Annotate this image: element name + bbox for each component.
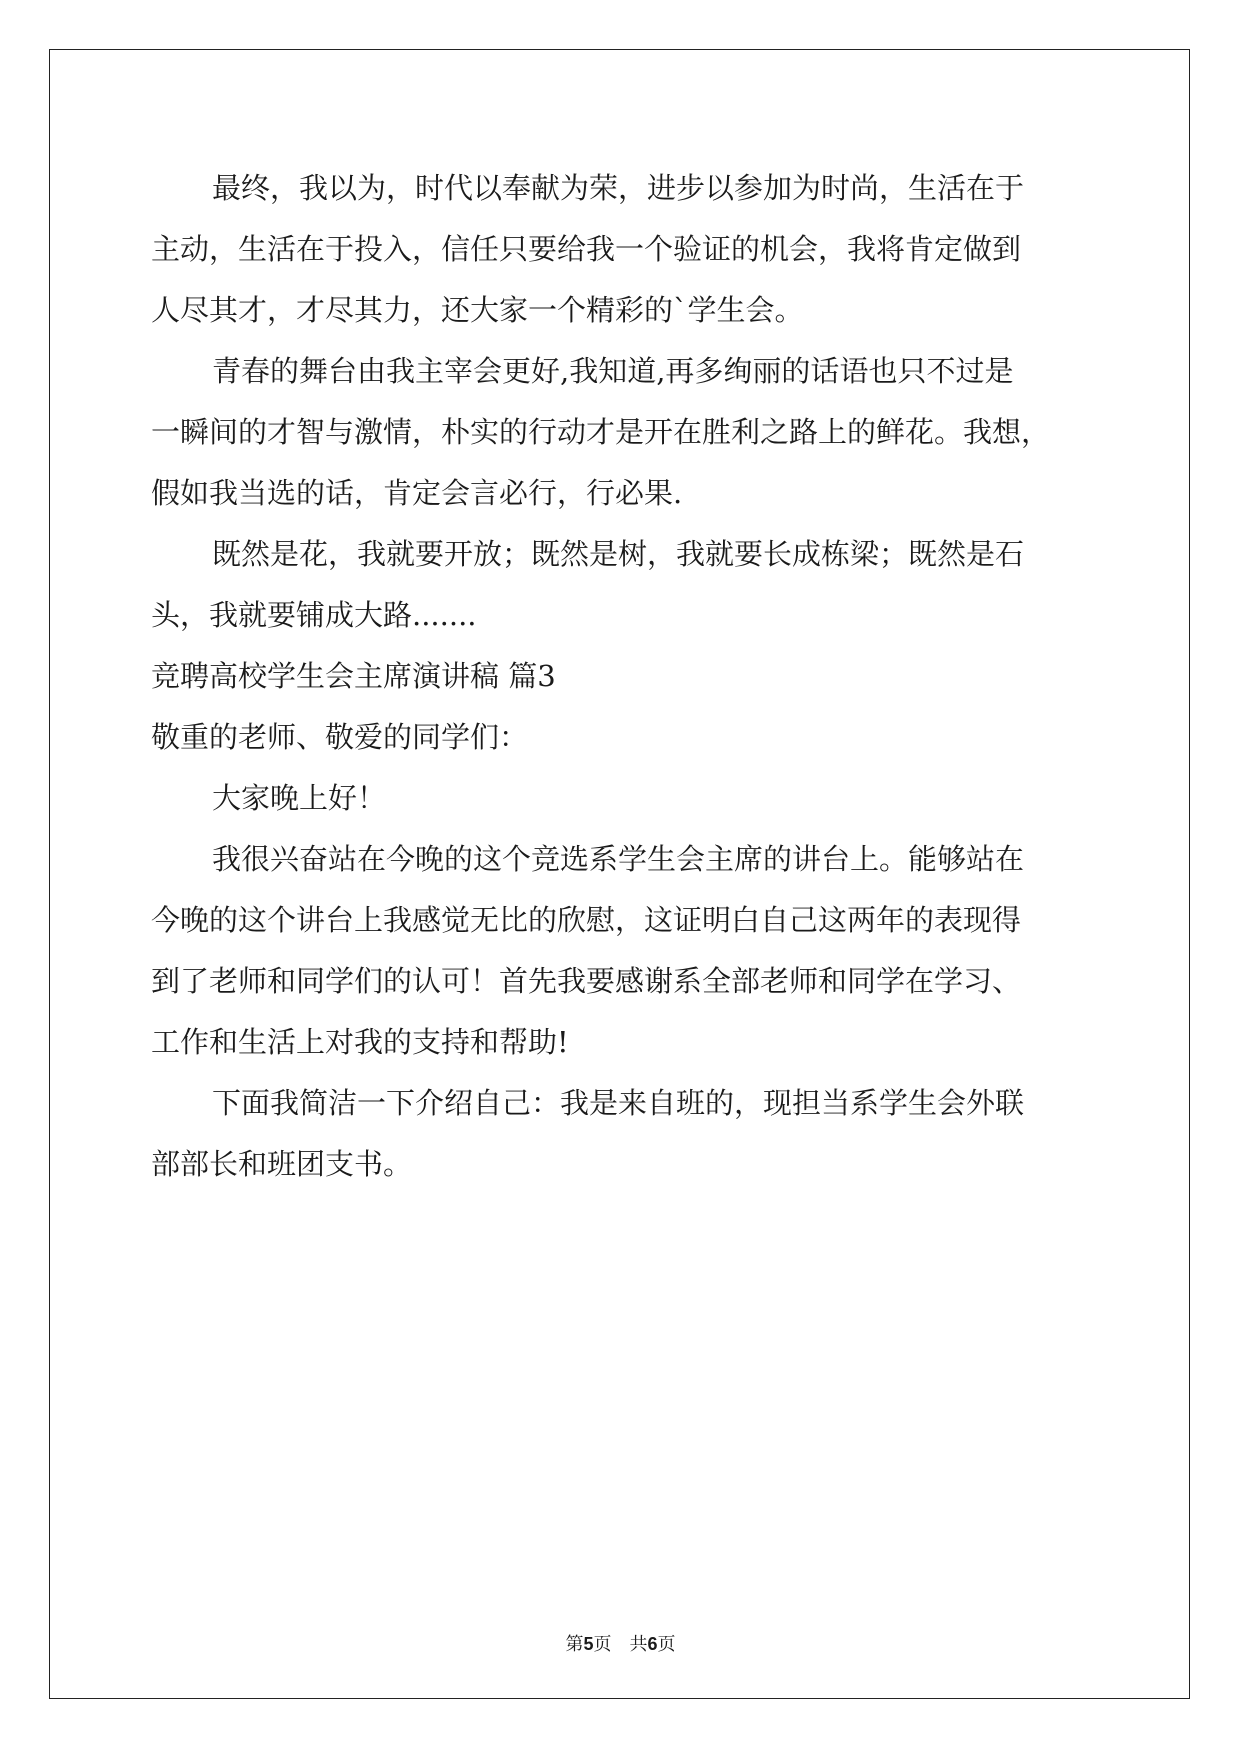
page-footer (0, 1632, 1241, 1657)
section-heading: 竞聘高校学生会主席演讲稿 篇3 (151, 659, 556, 693)
greeting: 大家晚上好！ (212, 781, 387, 815)
paragraph-line: 既然是花，我就要开放；既然是树，我就要长成栋梁；既然是石 (212, 537, 1025, 571)
page-suffix: 页 (593, 1634, 612, 1655)
page-prefix: 第 (565, 1634, 584, 1655)
total-suffix: 页 (657, 1634, 676, 1655)
page-current: 5 (583, 1634, 594, 1654)
salutation: 敬重的老师、敬爱的同学们： (151, 720, 529, 754)
paragraph-line: 一瞬间的才智与激情，朴实的行动才是开在胜利之路上的鲜花。我想， (151, 415, 1051, 449)
paragraph-line: 部部长和班团支书。 (151, 1147, 413, 1181)
paragraph-line: 到了老师和同学们的认可！首先我要感谢系全部老师和同学在学习、 (151, 964, 1022, 998)
paragraph-line: 头，我就要铺成大路....... (151, 598, 477, 632)
paragraph-line: 我很兴奋站在今晚的这个竞选系学生会主席的讲台上。能够站在 (212, 842, 1025, 876)
paragraph-line: 主动，生活在于投入，信任只要给我一个验证的机会，我将肯定做到 (151, 232, 1022, 266)
paragraph-line: 工作和生活上对我的支持和帮助! (151, 1025, 569, 1059)
paragraph-line: 人尽其才，才尽其力，还大家一个精彩的`学生会。 (151, 293, 804, 327)
total-prefix: 共 (629, 1634, 648, 1655)
paragraph-line: 青春的舞台由我主宰会更好,我知道,再多绚丽的话语也只不过是 (212, 354, 1014, 388)
paragraph-line: 今晚的这个讲台上我感觉无比的欣慰，这证明白自己这两年的表现得 (151, 903, 1022, 937)
total-pages: 6 (647, 1634, 658, 1654)
paragraph-line: 最终，我以为，时代以奉献为荣，进步以参加为时尚，生活在于 (212, 171, 1025, 205)
paragraph-line: 下面我简洁一下介绍自己：我是来自班的，现担当系学生会外联 (212, 1086, 1025, 1120)
paragraph-line: 假如我当选的话，肯定会言必行，行必果. (151, 476, 683, 510)
